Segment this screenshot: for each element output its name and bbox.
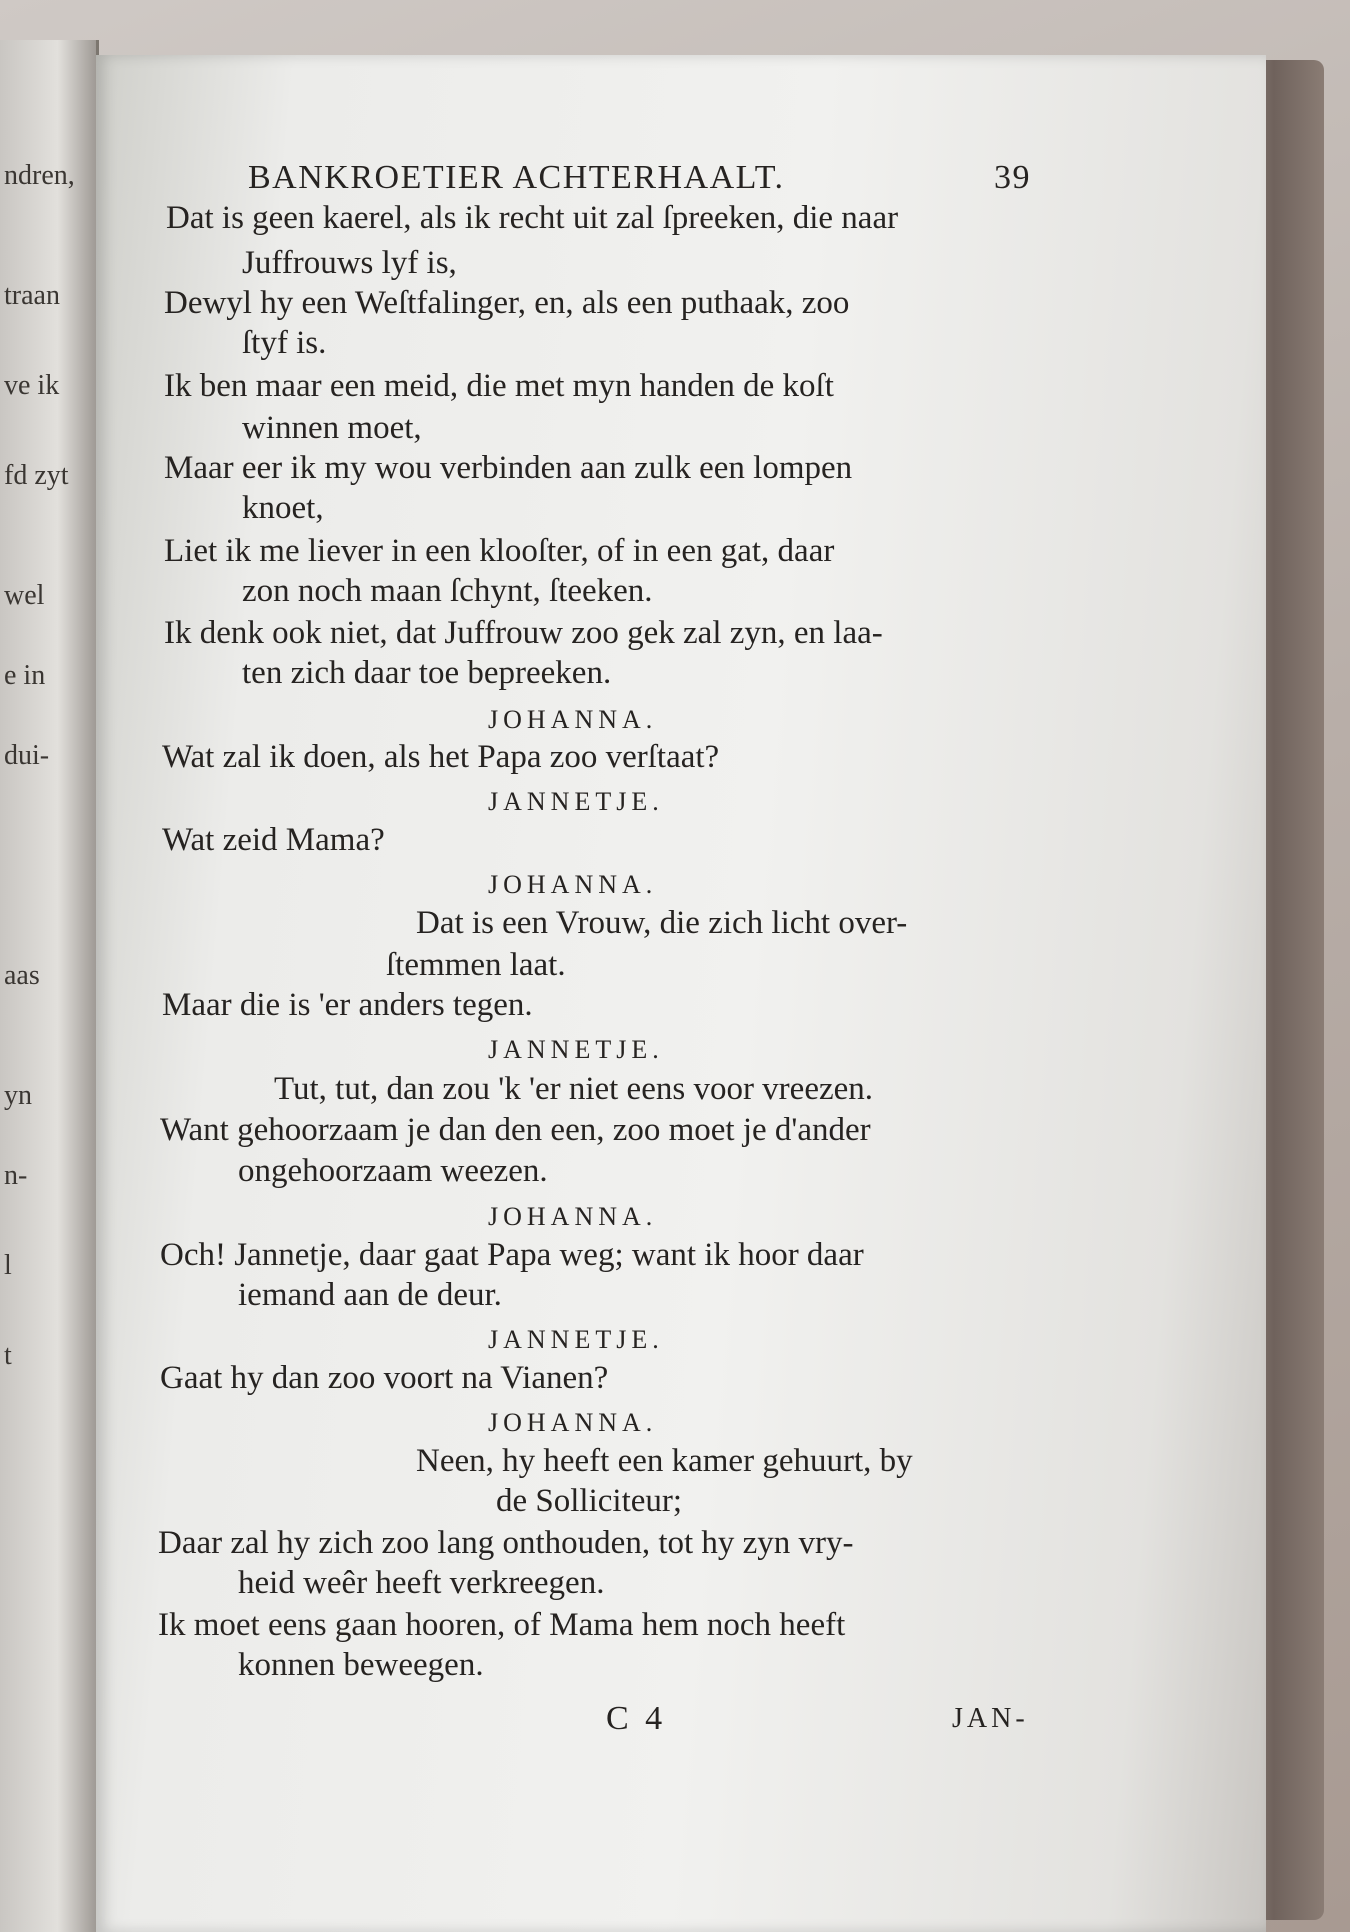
- left-page-fragment: e in: [4, 660, 46, 691]
- speaker-heading: JANNETJE.: [488, 1325, 664, 1354]
- text-line: Wat zeid Mama?: [162, 822, 385, 858]
- left-page-fragment: t: [4, 1340, 12, 1371]
- left-page-fragment: aas: [4, 960, 40, 991]
- text-line: Neen, hy heeft een kamer gehuurt, by: [416, 1443, 913, 1479]
- left-page-fragment: yn: [4, 1080, 32, 1111]
- left-page-fragment: ndren,: [4, 160, 75, 191]
- left-page-fragment: ve ik: [4, 370, 60, 401]
- text-line: Dewyl hy een Weſtfalinger, en, als een puthaak, zoo: [164, 285, 850, 321]
- text-line: Juffrouws lyf is,: [242, 245, 457, 281]
- text-line: konnen beweegen.: [238, 1647, 484, 1683]
- left-page-fragment: traan: [4, 280, 60, 311]
- text-line: iemand aan de deur.: [238, 1277, 502, 1313]
- text-line: Ik denk ook niet, dat Juffrouw zoo gek zal zyn, en laa-: [164, 615, 883, 651]
- left-page-fragment: fd zyt: [4, 460, 69, 491]
- speaker-heading: JOHANNA.: [488, 870, 658, 899]
- text-line: Ik moet eens gaan hooren, of Mama hem noch heeft: [158, 1607, 846, 1643]
- speaker-heading: JOHANNA.: [488, 705, 658, 734]
- left-page-fragment: wel: [4, 580, 45, 611]
- text-line: heid weêr heeft verkreegen.: [238, 1565, 605, 1601]
- text-line: ongehoorzaam weezen.: [238, 1153, 548, 1189]
- text-line: Daar zal hy zich zoo lang onthouden, tot hy zyn vry-: [158, 1525, 854, 1561]
- previous-page-edge: [0, 40, 99, 1932]
- text-line: ten zich daar toe bepreeken.: [242, 655, 612, 691]
- catchword: JAN-: [952, 1703, 1029, 1734]
- text-line: Dat is geen kaerel, als ik recht uit zal ſpreeken, die naar: [166, 200, 899, 236]
- page-number: 39: [994, 159, 1031, 196]
- left-page-fragment: l: [4, 1250, 12, 1281]
- text-line: knoet,: [242, 490, 324, 526]
- text-line: ſtemmen laat.: [386, 947, 566, 983]
- speaker-heading: JOHANNA.: [488, 1202, 658, 1231]
- text-line: zon noch maan ſchynt, ſteeken.: [242, 573, 653, 609]
- text-line: Wat zal ik doen, als het Papa zoo verſtaat?: [162, 739, 720, 775]
- speaker-heading: JANNETJE.: [488, 787, 664, 816]
- text-line: Tut, tut, dan zou 'k 'er niet eens voor vreezen.: [274, 1071, 874, 1107]
- running-head-title: BANKROETIER ACHTERHAALT.: [248, 159, 785, 196]
- text-line: Maar eer ik my wou verbinden aan zulk een lompen: [164, 450, 853, 486]
- left-page-fragment: n-: [4, 1160, 28, 1191]
- text-line: Liet ik me liever in een klooſter, of in een gat, daar: [164, 533, 835, 569]
- text-line: Och! Jannetje, daar gaat Papa weg; want ik hoor daar: [160, 1237, 864, 1273]
- text-line: Dat is een Vrouw, die zich licht over-: [416, 905, 908, 941]
- text-line: Gaat hy dan zoo voort na Vianen?: [160, 1360, 609, 1396]
- text-line: winnen moet,: [242, 410, 422, 446]
- text-line: ſtyf is.: [242, 325, 327, 361]
- speaker-heading: JOHANNA.: [488, 1408, 658, 1437]
- left-page-fragment: dui-: [4, 740, 50, 771]
- text-line: Want gehoorzaam je dan den een, zoo moet je d'ander: [160, 1112, 871, 1148]
- speaker-heading: JANNETJE.: [488, 1035, 664, 1064]
- text-line: Ik ben maar een meid, die met myn handen de koſt: [164, 368, 834, 404]
- text-line: Maar die is 'er anders tegen.: [162, 987, 533, 1023]
- text-line: de Solliciteur;: [496, 1483, 683, 1519]
- signature-mark: C 4: [606, 1700, 667, 1737]
- book-page: [96, 55, 1266, 1932]
